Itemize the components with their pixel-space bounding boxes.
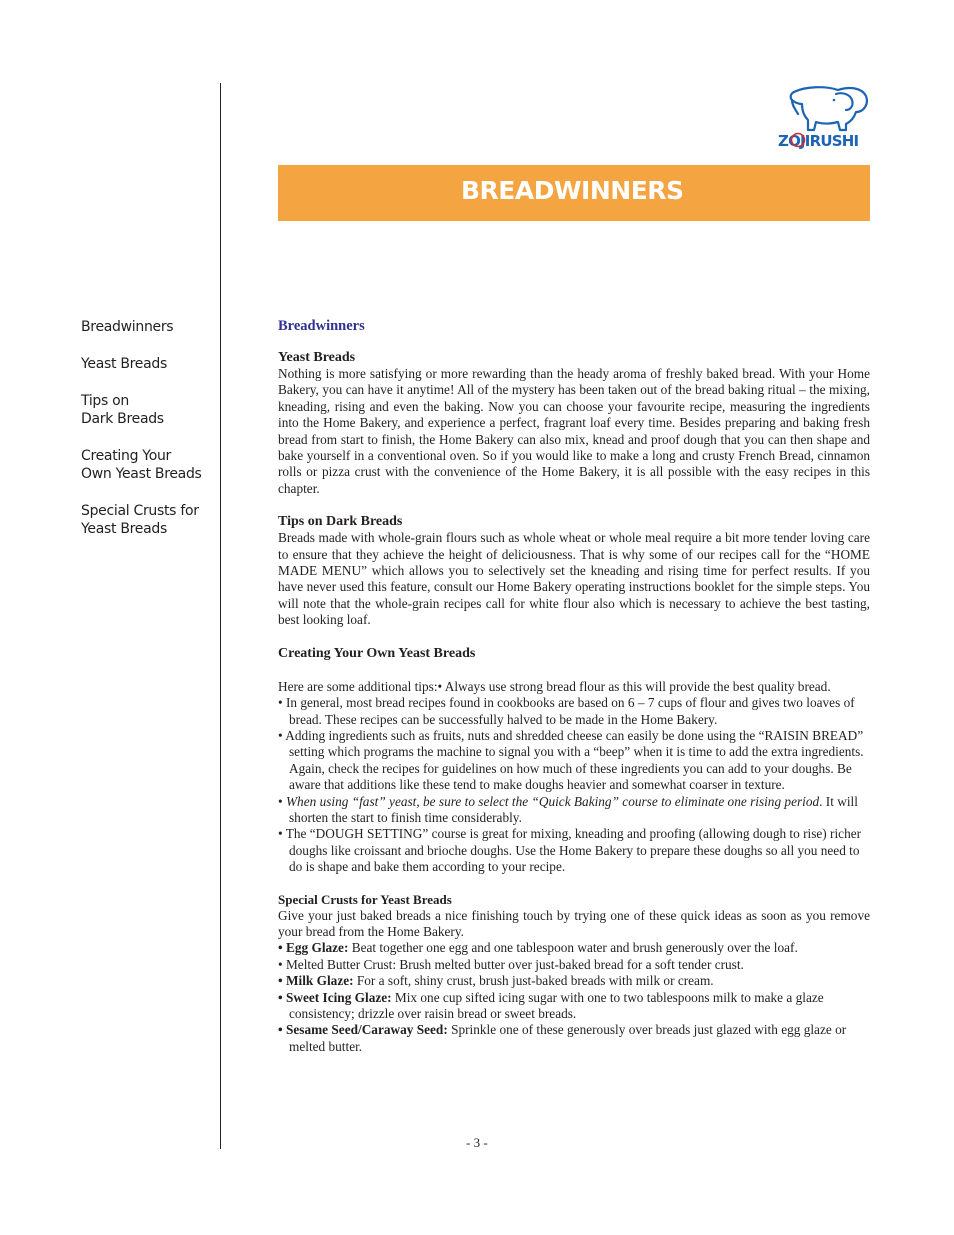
yeast-breads-body: Nothing is more satisfying or more rewarding than the heady aroma of freshly baked bread. With your Home Bakery, you can have it anytime! All of the mystery has been taken out of the bread baking ritual – the mixing, kneading, rising and even the baking. Now you can choose your favourite recipe, measuring the ingredients into the Home Bakery, and experience a perfect, fragrant loaf every time. Besides preparing and baking fresh bread from start to finish, the Home Bakery can also mix, knead and proof dough that you can then shape and bake yourself in a conventional oven. So if you would like to make a long and crusty French Bread, cinnamon rolls or pizza crust with the convenience of the Home Bakery, it is all possible with the easy recipes in this chapter. [278,366,870,496]
list-item: • When using “fast” yeast, be sure to select the “Quick Baking” course to eliminate one rising period. It will shorten the start to finish time considerably. [278,793,858,825]
tip-text: In general, most bread recipes found in cookbooks are based on 6 – 7 cups of flour and gives two loaves of bread. These recipes can be successfully halved to be made in the Home Bakery. [285,695,855,727]
crusts-list [278,940,870,1055]
tip-text: . It will shorten the start to finish time considerably. [289,793,858,825]
elephant-icon [791,87,867,130]
crust-label: Sweet Icing Glaze: [285,989,392,1005]
heading-tips-dark-breads: Tips on Dark Breads [278,514,403,530]
nav-item-yeast-breads[interactable]: Yeast Breads [81,356,167,372]
page-number: - 3 - [466,1135,488,1150]
sidebar-divider [220,83,221,1149]
zojirushi-logo [776,84,872,150]
tip-text: The “DOUGH SETTING” course is great for mixing, kneading and proofing (allowing dough to rise) richer doughs like croissant and brioche doughs. Use the Home Bakery to prepare these doughs so all you need to do is shape and bake them according to your recipe. [285,826,862,875]
tip-text: Adding ingredients such as fruits, nuts and shredded cheese can easily be done using the “RAISIN BREAD” setting which programs the machine to signal you with a “beep” when it is time to add the extra ingredients. Again, check the recipes for guidelines on how much of these ingredients you can add to your doughs. Be aware that additions like these tend to make doughs heavier and somewhat coarser in texture. [285,727,864,793]
crust-text: For a soft, shiny crust, brush just-baked breads with milk or cream. [353,973,714,989]
tips-list [278,695,870,875]
nav-item-special-crusts[interactable]: Special Crusts for Yeast Breads [81,503,199,537]
list-item: • Milk Glaze: For a soft, shiny crust, brush just-baked breads with milk or cream. [278,973,714,989]
logo-wordmark: ZOJIRUSHI [778,132,859,150]
nav-item-breadwinners[interactable]: Breadwinners [81,319,174,335]
list-item: • Sesame Seed/Caraway Seed: Sprinkle one of these generously over breads just glazed with egg glaze or melted butter. [278,1022,847,1054]
crust-text: Melted Butter Crust: Brush melted butter over just-baked bread for a soft tender crust. [285,956,744,972]
heading-special-crusts: Special Crusts for Yeast Breads [278,891,452,907]
crusts-intro: Give your just baked breads a nice finishing touch by trying one of these quick ideas as soon as you remove your bread from the Home Bakery. [278,907,870,939]
list-item: • Sweet Icing Glaze: Mix one cup sifted icing sugar with one to two tablespoons milk to make a glaze consistency; drizzle over raisin bread or sweet breads. [278,989,824,1021]
own-intro: Here are some additional tips:• Always use strong bread flour as this will provide the best quality bread. [278,678,831,694]
main-content [278,317,870,1055]
heading-creating-own: Creating Your Own Yeast Breads [278,645,476,661]
chapter-title: BREADWINNERS [461,176,684,205]
crust-label: Milk Glaze: [285,973,354,989]
dark-breads-body: Breads made with whole-grain flours such as whole wheat or whole meal require a bit more tender loving care to ensure that they achieve the height of deliciousness. That is why some of our recipes call for the “HOME MADE MENU” which allows you to selectively set the kneading and rising time for perfect results. If you have never used this feature, consult our Home Bakery operating instructions booklet for the simple steps. You will note that the whole-grain recipes call for white flour also which is necessary to achieve the best tasting, best looking loaf. [278,530,870,628]
crust-label: Sesame Seed/Caraway Seed: [285,1022,448,1038]
chapter-banner [278,165,870,221]
sidebar-nav [81,318,216,557]
section-title: Breadwinners [278,318,365,334]
nav-item-tips-dark-breads[interactable]: Tips on Dark Breads [81,393,164,427]
list-item: • Egg Glaze: Beat together one egg and one tablespoon water and brush generously over the loaf. [278,940,798,956]
crust-text: Beat together one egg and one tablespoon water and brush generously over the loaf. [348,940,798,956]
crust-text: Mix one cup sifted icing sugar with one to two tablespoons milk to make a glaze consistency; drizzle over raisin bread or sweet breads. [289,989,824,1021]
list-item: • Adding ingredients such as fruits, nuts and shredded cheese can easily be done using the “RAISIN BREAD” setting which programs the machine to signal you with a “beep” when it is time to add the extra ingredients. Again, check the recipes for guidelines on how much of these ingredients you can add to your doughs. Be aware that additions like these tend to make doughs heavier and somewhat coarser in texture. [278,727,864,793]
heading-yeast-breads: Yeast Breads [278,350,356,365]
nav-item-creating-own[interactable]: Creating Your Own Yeast Breads [81,448,202,482]
list-item: • The “DOUGH SETTING” course is great for mixing, kneading and proofing (allowing dough to rise) richer doughs like croissant and brioche doughs. Use the Home Bakery to prepare these doughs so all you need to do is shape and bake them according to your recipe. [278,826,862,875]
tip-italic: When using “fast” yeast, be sure to select the “Quick Baking” course to eliminate one rising period [285,793,820,809]
list-item: • Melted Butter Crust: Brush melted butter over just-baked bread for a soft tender crust. [278,956,744,972]
crust-label: Egg Glaze: [285,940,349,956]
crust-text: Sprinkle one of these generously over breads just glazed with egg glaze or melted butter. [289,1022,847,1054]
list-item: • In general, most bread recipes found in cookbooks are based on 6 – 7 cups of flour and gives two loaves of bread. These recipes can be successfully halved to be made in the Home Bakery. [278,695,855,727]
